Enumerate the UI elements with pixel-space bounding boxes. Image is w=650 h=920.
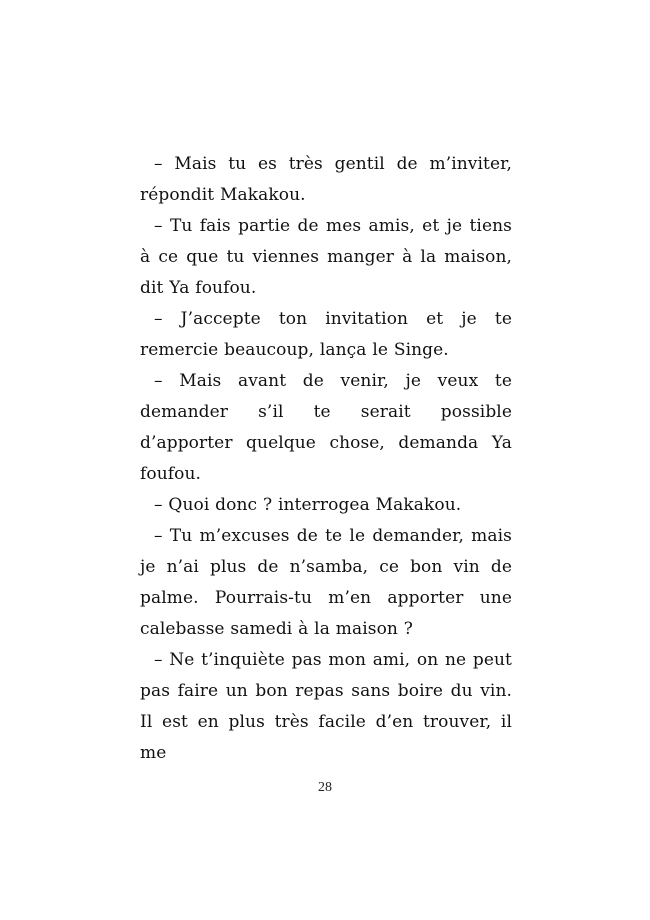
paragraph-5: – Quoi donc ? interrogea Makakou. <box>154 495 462 515</box>
body-text <box>140 149 512 769</box>
paragraph-7: – Ne t’inquiète pas mon ami, on ne peut pas faire un bon repas sans boire du vin. Il est en plus très facile d’en trouver, il me <box>140 650 512 763</box>
paragraph-2: – Tu fais partie de mes amis, et je tiens à ce que tu viennes manger à la maison, dit Ya foufou. <box>140 216 512 298</box>
paragraph-1: – Mais tu es très gentil de m’inviter, répondit Makakou. <box>140 154 512 205</box>
paragraph-4: – Mais avant de venir, je veux te demander s’il te serait possible d’apporter quelque chose, demanda Ya foufou. <box>140 371 512 484</box>
page-number: 28 <box>318 780 332 795</box>
paragraph-3: – J’accepte ton invitation et je te remercie beaucoup, lança le Singe. <box>140 309 512 360</box>
paragraph-6: – Tu m’excuses de te le demander, mais je n’ai plus de n’samba, ce bon vin de palme. Pourrais-tu m’en apporter une calebasse samedi à la maison ? <box>140 526 512 639</box>
